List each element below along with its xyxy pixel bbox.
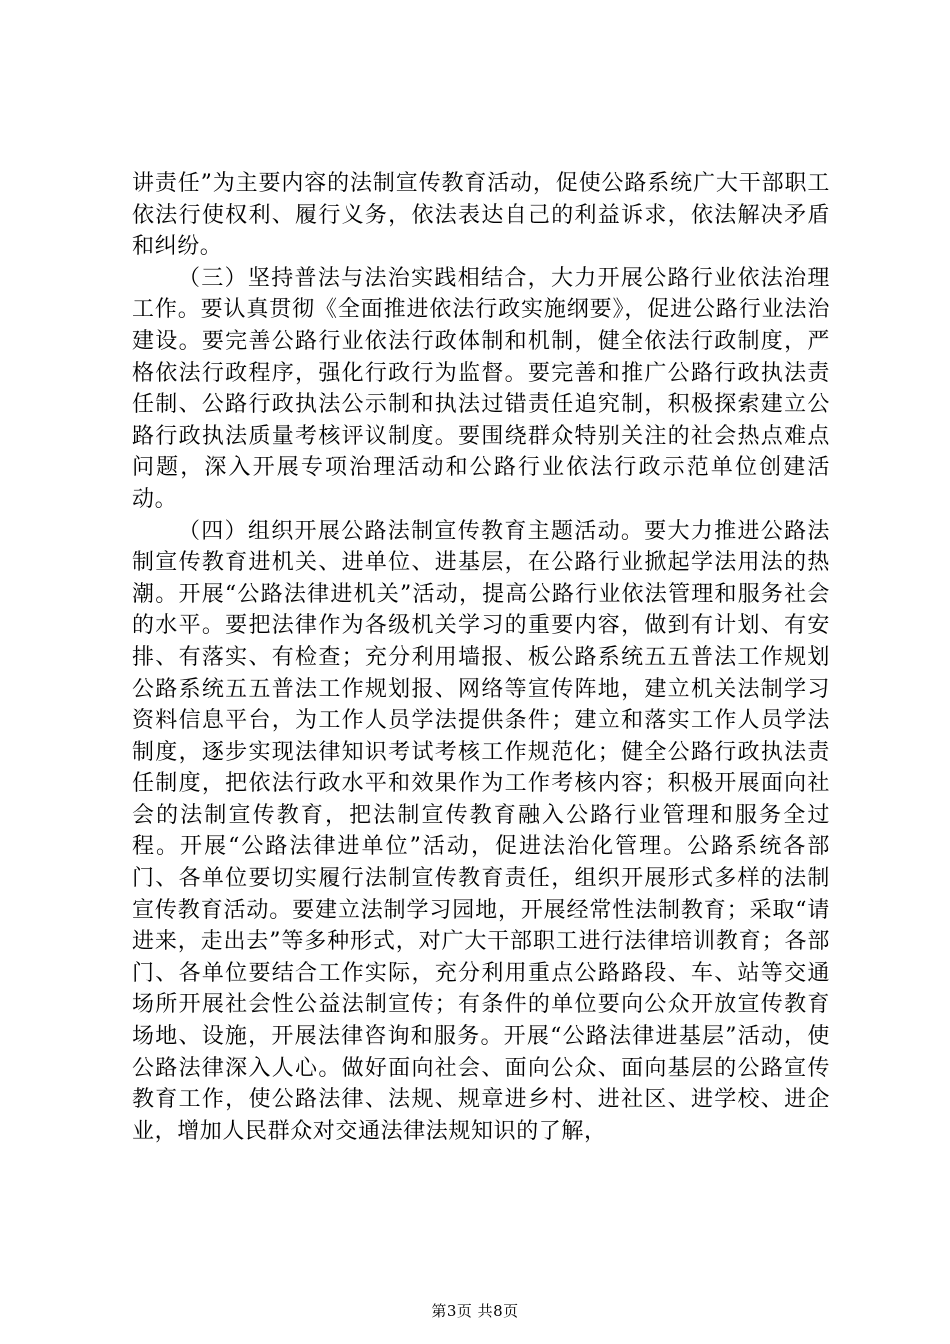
document-body	[132, 168, 830, 1147]
paragraph-section-4: （四）组织开展公路法制宣传教育主题活动。要大力推进公路法制宣传教育进机关、进单位、进基层，在公路行业掀起学法用法的热潮。开展“公路法律进机关”活动，提高公路行业依法管理和服务社会的水平。要把法律作为各级机关学习的重要内容，做到有计划、有安排、有落实、有检查；充分利用墙报、板公路系统五五普法工作规划公路系统五五普法工作规划报、网络等宣传阵地，建立机关法制学习资料信息平台，为工作人员学法提供条件；建立和落实工作人员学法制度，逐步实现法律知识考试考核工作规范化；健全公路行政执法责任制度，把依法行政水平和效果作为工作考核内容；积极开展面向社会的法制宣传教育，把法制宣传教育融入公路行业管理和服务全过程。开展“公路法律进单位”活动，促进法治化管理。公路系统各部门、各单位要切实履行法制宣传教育责任，组织开展形式多样的法制宣传教育活动。要建立法制学习园地，开展经常性法制教育；采取“请进来，走出去”等多种形式，对广大干部职工进行法律培训教育；各部门、各单位要结合工作实际，充分利用重点公路路段、车、站等交通场所开展社会性公益法制宣传；有条件的单位要向公众开放宣传教育场地、设施，开展法律咨询和服务。开展“公路法律进基层”活动，使公路法律深入人心。做好面向社会、面向公众、面向基层的公路宣传教育工作，使公路法律、法规、规章进乡村、进社区、进学校、进企业，增加人民群众对交通法律法规知识的了解，	[132, 518, 830, 1144]
page-number-footer: 第3页 共8页	[431, 1302, 519, 1320]
paragraph-continuation: 讲责任”为主要内容的法制宣传教育活动，促使公路系统广大干部职工依法行使权利、履行义务，依法表达自己的利益诉求，依法解决矛盾和纠纷。	[132, 171, 830, 260]
paragraph-section-3: （三）坚持普法与法治实践相结合，大力开展公路行业依法治理工作。要认真贯彻《全面推进依法行政实施纲要》，促进公路行业法治建设。要完善公路行业依法行政体制和机制，健全依法行政制度，严格依法行政程序，强化行政行为监督。要完善和推广公路行政执法责任制、公路行政执法公示制和执法过错责任追究制，积极探索建立公路行政执法质量考核评议制度。要围绕群众特别关注的社会热点难点问题，深入开展专项治理活动和公路行业依法行政示范单位创建活动。	[132, 265, 830, 512]
